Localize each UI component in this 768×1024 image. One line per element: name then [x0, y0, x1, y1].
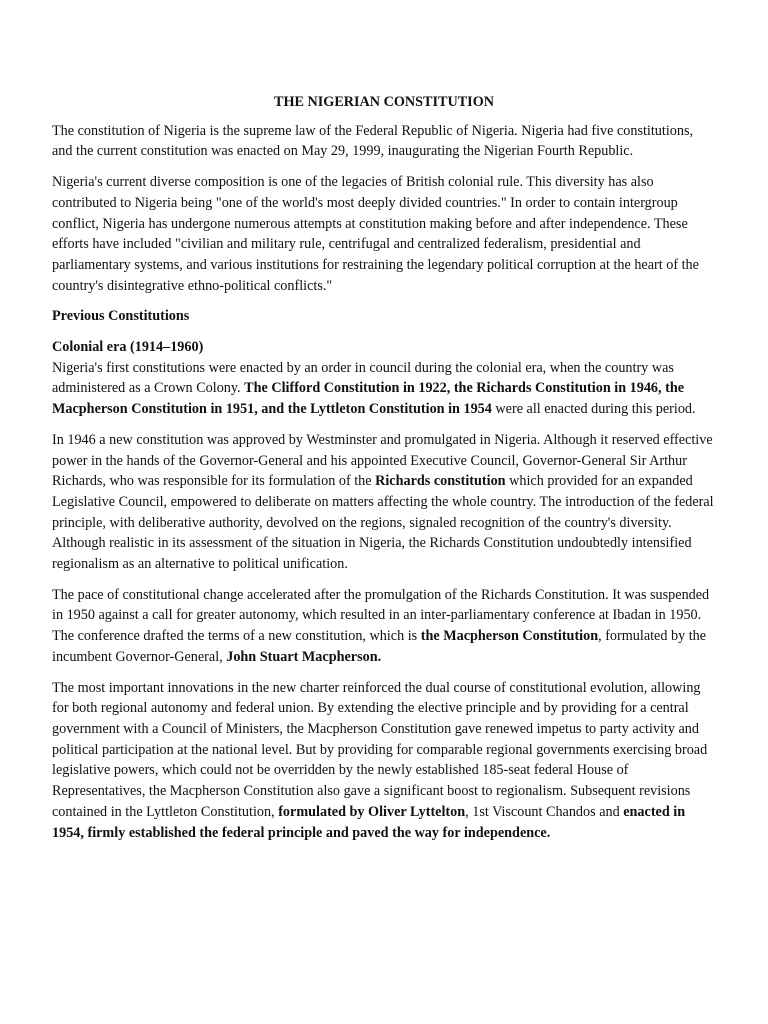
bold-text-run: formulated by Oliver Lyttelton: [278, 803, 466, 820]
richards-paragraph: [52, 430, 716, 575]
previous-constitutions-heading: Previous Constitutions: [52, 308, 190, 325]
text-run: , formulated by the incumbent Governor-General,: [52, 628, 707, 665]
text-run: , 1st Viscount Chandos and: [465, 803, 624, 820]
text-run: Nigeria's first constitutions were enacted by an order in council during the colonial era, when the country was administered as a Crown Colony.: [52, 359, 674, 397]
text-run: which provided for an expanded Legislative Council, empowered to deliberate on matters affecting the whole country. The introduction of the federal principle, with deliberative authority, devolved on the regions, signaled recognition of the country's diversity. Although realistic in its assessment of the situation in Nigeria, the Richards Constitution undoubtedly intensified regionalism as an alternative to political unification.: [52, 473, 714, 573]
bold-text-run: enacted in 1954, firmly established the federal principle and paved the way for independence.: [52, 803, 686, 841]
text-run: The most important innovations in the new charter reinforced the dual course of constitutional evolution, allowing for both regional autonomy and federal union. By extending the elective principle and by providing for a central government with a Council of Ministers, the Macpherson Constitution gave renewed impetus to party activity and political participation at the national level. But by providing for comparable regional governments exercising broad legislative powers, which could not be overridden by the newly established 185-seat federal House of Representatives, the Macpherson Constitution also gave a significant boost to regionalism. Subsequent revisions contained in the Lyttleton Constitution,: [52, 679, 708, 820]
text-run: were all enacted during this period.: [491, 401, 696, 418]
innovations-paragraph: [52, 678, 716, 844]
bold-text-run: The Clifford Constitution in 1922, the Richards Constitution in 1946, the Macpherson Constitution in 1951, and the Lyttleton Constitution in 1954: [52, 380, 685, 418]
composition-paragraph: Nigeria's current diverse composition is one of the legacies of British colonial rule. This diversity has also contributed to Nigeria being "one of the world's most deeply divided countries." In order to contain intergroup conflict, Nigeria has undergone numerous attempts at constitution making before and after independence. These efforts have included "civilian and military rule, centrifugal and centralized federalism, presidential and parliamentary systems, and various institutions for restraining the legendary political corruption at the heart of the country's disintegrative ethno-political conflicts.": [52, 174, 699, 294]
text-run: In 1946 a new constitution was approved by Westminster and promulgated in Nigeria. Although it reserved effective power in the hands of the Governor-General and his appointed Executive Council, Governor-General Sir Arthur Richards, who was responsible for its formulation of the: [52, 431, 713, 490]
text-run: The pace of constitutional change accelerated after the promulgation of the Richards Constitution. It was suspended in 1950 against a call for greater autonomy, which resulted in an inter-parliamentary conference at Ibadan in 1950. The conference drafted the terms of a new constitution, which is: [52, 586, 710, 645]
intro-paragraph: The constitution of Nigeria is the supreme law of the Federal Republic of Nigeria. Nigeria had five constitutions, and the current constitution was enacted on May 29, 1999, inaugurating the Nigerian Fourth Republic.: [52, 122, 694, 160]
colonial-paragraph: [52, 358, 716, 420]
bold-text-run: Richards constitution: [375, 473, 506, 490]
bold-text-run: John Stuart Macpherson.: [226, 648, 382, 665]
colonial-era-heading: Colonial era (1914–1960): [52, 339, 204, 356]
pace-paragraph: [52, 585, 716, 668]
document-title: THE NIGERIAN CONSTITUTION: [274, 94, 494, 110]
bold-text-run: the Macpherson Constitution: [420, 628, 599, 645]
